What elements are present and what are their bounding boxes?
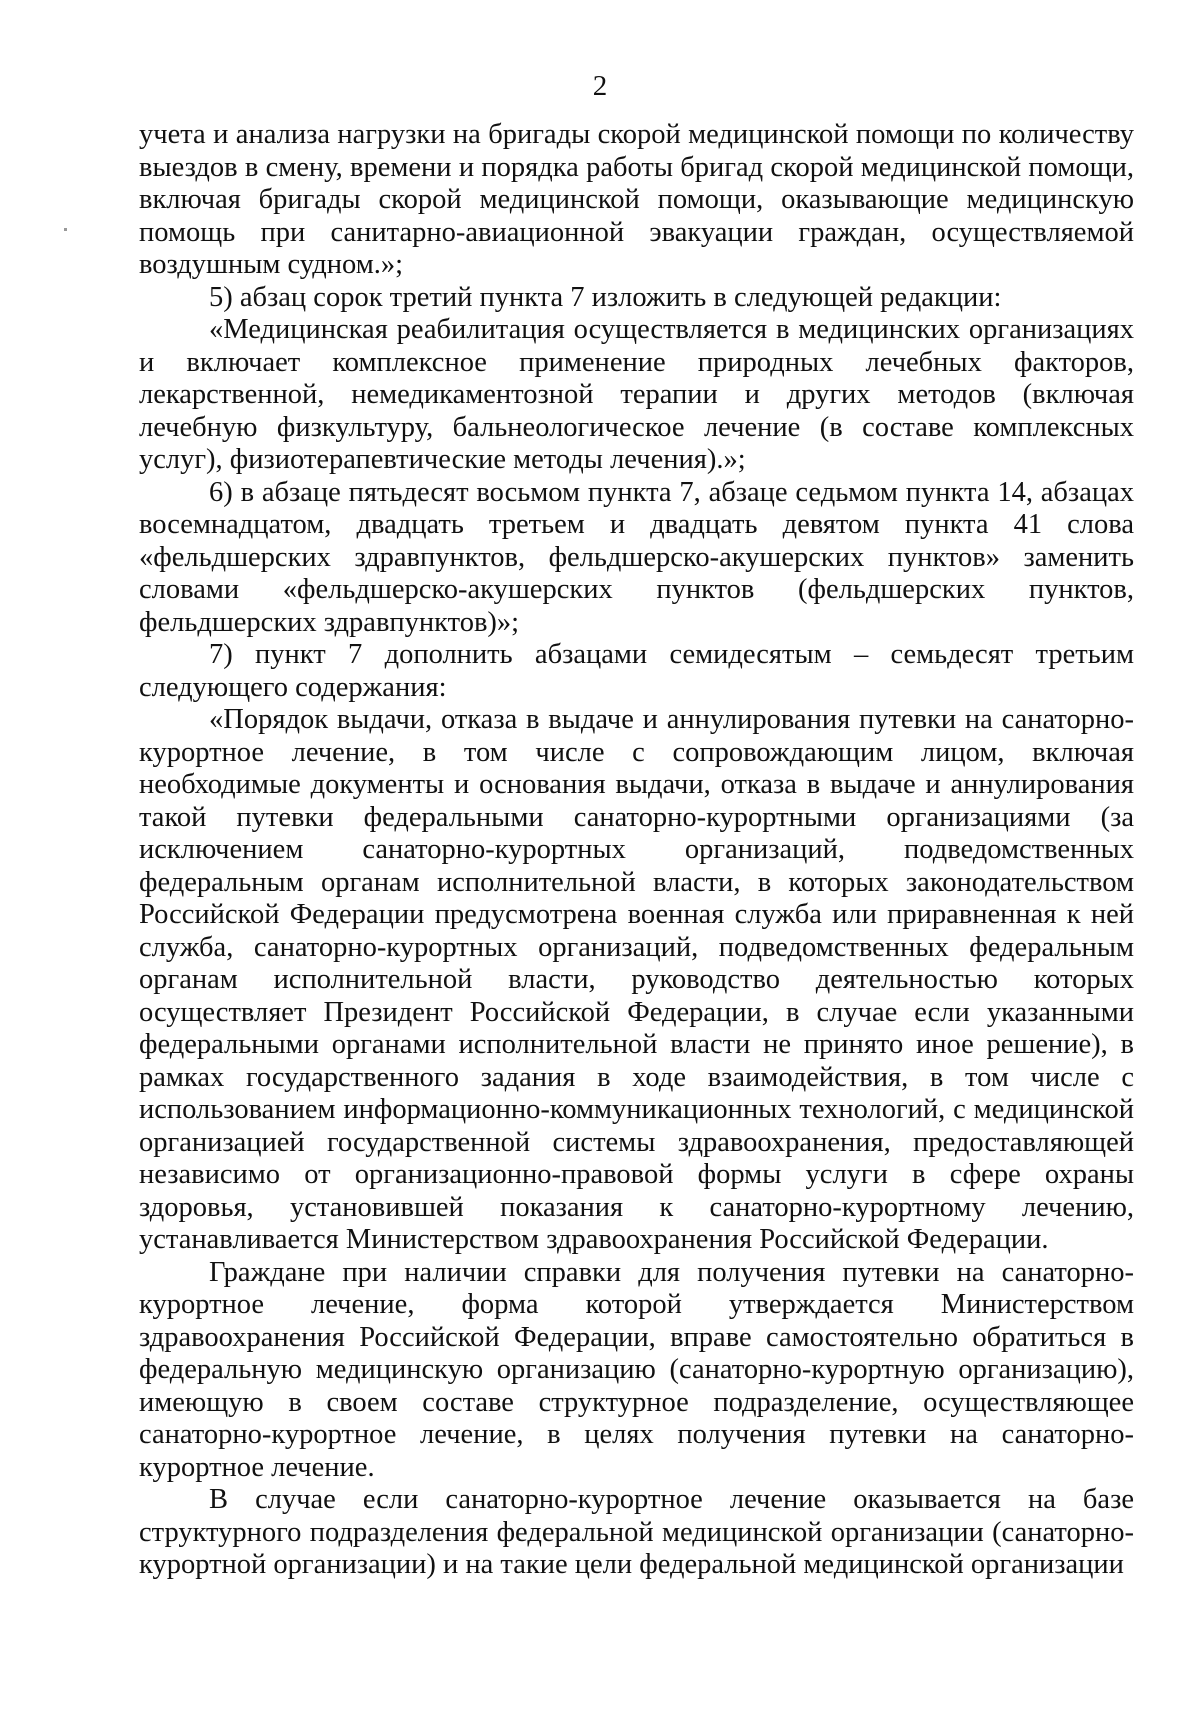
paragraph-rehabilitation-quote: «Медицинская реабилитация осуществляется в медицинских организациях и включает комплексное применение природных лечебных факторов, лекарственной, немедикаментозной терапии и других методов (включая лечебную физкультуру, бальнеологическое лечение (в составе комплексных услуг), физиотерапевтические методы лечения).»;: [139, 314, 1134, 475]
page-number: 2: [592, 70, 608, 102]
margin-dot: [64, 228, 67, 231]
paragraph-in-case: В случае если санаторно-курортное лечение оказывается на базе структурного подразделения федеральной медицинской организации (санаторно-курортной организации) и на такие цели федеральной медицинской организации: [139, 1484, 1134, 1580]
paragraph-item-5: 5) абзац сорок третий пункта 7 изложить в следующей редакции:: [209, 281, 1002, 313]
paragraph-item-6: 6) в абзаце пятьдесят восьмом пункта 7, абзаце седьмом пункта 14, абзацах восемнадцатом, двадцать третьем и двадцать девятом пункта 41 слова «фельдшерских здравпунктов, фельдшерско-акушерских пунктов» заменить словами «фельдшерско-акушерских пунктов (фельдшерских пунктов, фельдшерских здравпунктов)»;: [139, 476, 1134, 638]
paragraph-voucher-procedure: «Порядок выдачи, отказа в выдаче и аннулирования путевки на санаторно-курортное лечение, в том числе с сопровождающим лицом, включая необходимые документы и основания выдачи, отказа в выдаче и аннулирования такой путевки федеральными санаторно-курортными организациями (за исключением санаторно-курортных организаций, подведомственных федеральным органам исполнительной власти, в которых законодательством Российской Федерации предусмотрена военная служба или приравненная к ней служба, санаторно-курортных организаций, подведомственных федеральным органам исполнительной власти, руководство деятельностью которых осуществляет Президент Российской Федерации, в случае если указанными федеральными органами исполнительной власти не принято иное решение), в рамках государственного задания в ходе взаимодействия, в том числе с использованием информационно-коммуникационных технологий, с медицинской организацией государственной системы здравоохранения, предоставляющей независимо от организационно-правовой формы услуги в сфере охраны здоровья, установившей показания к санаторно-курортному лечению, устанавливается Министерством здравоохранения Российской Федерации.: [139, 704, 1134, 1255]
paragraph-item-7: 7) пункт 7 дополнить абзацами семидесятым – семьдесят третьим следующего содержания:: [139, 639, 1134, 703]
document-body: [139, 119, 1134, 1582]
paragraph-citizens: Граждане при наличии справки для получения путевки на санаторно-курортное лечение, форма которой утверждается Министерством здравоохранения Российской Федерации, вправе самостоятельно обратиться в федеральную медицинскую организацию (санаторно-курортную организацию), имеющую в своем составе структурное подразделение, осуществляющее санаторно-курортное лечение, в целях получения путевки на санаторно-курортное лечение.: [139, 1256, 1134, 1483]
paragraph-continuation: учета и анализа нагрузки на бригады скорой медицинской помощи по количеству выездов в смену, времени и порядка работы бригад скорой медицинской помощи, включая бригады скорой медицинской помощи, оказывающие медицинскую помощь при санитарно-авиационной эвакуации граждан, осуществляемой воздушным судном.»;: [139, 119, 1134, 280]
